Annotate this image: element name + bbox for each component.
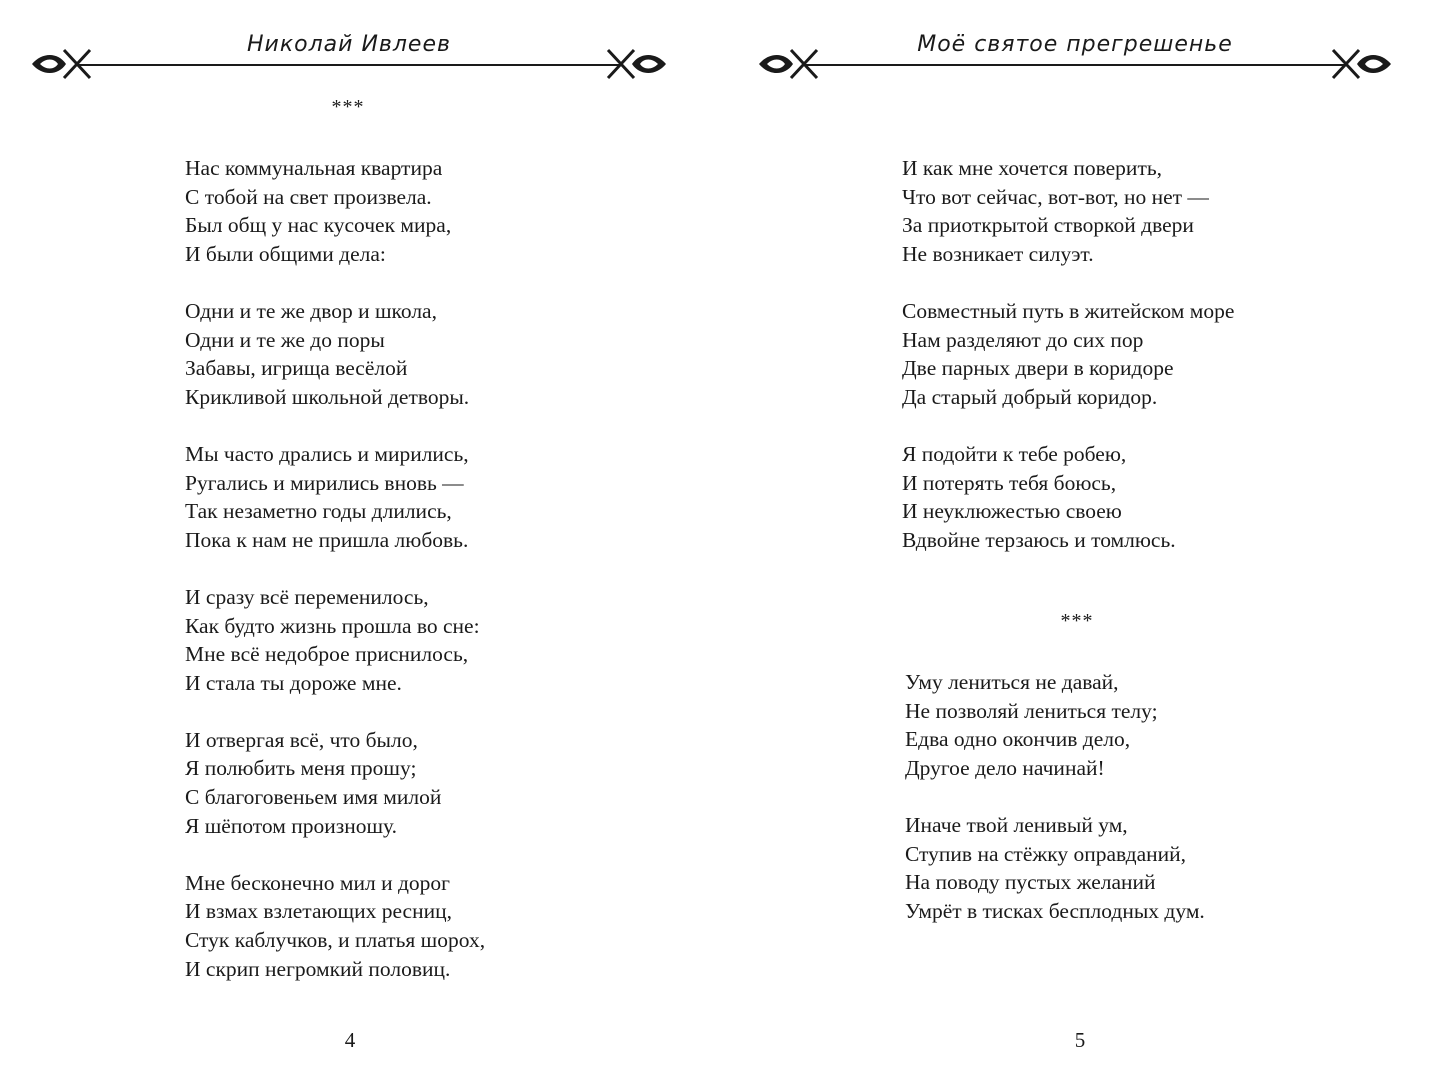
verse-line: И были общими дела: <box>185 241 386 266</box>
verse-line: И как мне хочется поверить, <box>902 156 1163 180</box>
verse-line: И неуклюжестью своею <box>902 499 1122 524</box>
poem-left <box>185 154 485 1012</box>
verse-line: Мы часто дрались и мирились, <box>185 441 469 466</box>
verse-line: И потерять тебя боюсь, <box>902 470 1117 495</box>
verse-line: Не позволяй лениться телу; <box>905 698 1158 723</box>
verse-line: Ругались и мирились вновь — <box>185 470 464 495</box>
verse-line: Иначе твой ленивый ум, <box>905 812 1128 837</box>
verse-line: Нас коммунальная квартира <box>185 156 443 180</box>
poem-right-bottom <box>905 668 1205 954</box>
verse-line: Едва одно окончив дело, <box>905 727 1131 752</box>
stanza <box>905 668 1205 782</box>
left-header <box>28 30 670 90</box>
poem-right-top <box>902 154 1234 583</box>
stanza <box>185 297 485 411</box>
stanza <box>902 154 1234 268</box>
stanza <box>905 811 1205 925</box>
verse-line: Так незаметно годы длились, <box>185 499 452 524</box>
verse-line: И взмах взлетающих ресниц, <box>185 899 452 924</box>
verse-line: Я подойти к тебе робею, <box>902 441 1127 466</box>
page-number: 5 <box>1074 1028 1086 1052</box>
verse-line: Совместный путь в житейском море <box>902 298 1235 323</box>
running-head: Николай Ивлеев <box>247 32 451 57</box>
verse-line: На поводу пустых желаний <box>905 870 1156 895</box>
verse-line: С благоговеньем имя милой <box>185 785 442 810</box>
leaf-knot-ornament-icon <box>1331 44 1395 84</box>
stanza <box>185 583 485 697</box>
stanza <box>185 869 485 983</box>
section-stars: *** <box>1060 610 1094 632</box>
verse-line: Не возникает силуэт. <box>902 241 1094 266</box>
section-stars: *** <box>331 96 365 118</box>
verse-line: Одни и те же до поры <box>185 327 385 352</box>
stanza <box>902 297 1234 411</box>
verse-line: Как будто жизнь прошла во сне: <box>185 613 480 638</box>
verse-line: Вдвойне терзаюсь и томлюсь. <box>902 527 1176 552</box>
verse-line: Ступив на стёжку оправданий, <box>905 841 1187 866</box>
stanza <box>185 726 485 840</box>
verse-line: Я шёпотом произношу. <box>185 813 398 838</box>
stanza <box>185 154 485 268</box>
header-rule <box>805 64 1345 66</box>
stanza <box>902 440 1234 554</box>
verse-line: С тобой на свет произвела. <box>185 184 432 209</box>
verse-line: Что вот сейчас, вот-вот, но нет — <box>902 184 1209 209</box>
verse-line: Мне всё недоброе приснилось, <box>185 642 469 667</box>
verse-line: Другое дело начинай! <box>905 755 1105 780</box>
verse-line: Забавы, игрища весёлой <box>185 356 408 381</box>
verse-line: За приоткрытой створкой двери <box>902 213 1194 238</box>
right-header <box>755 30 1395 90</box>
verse-line: Да старый добрый коридор. <box>902 384 1158 409</box>
verse-line: Две парных двери в коридоре <box>902 356 1174 381</box>
stanza <box>185 440 485 554</box>
verse-line: Крикливой школьной детворы. <box>185 384 470 409</box>
verse-line: Я полюбить меня прошу; <box>185 756 417 781</box>
verse-line: Одни и те же двор и школа, <box>185 298 437 323</box>
verse-line: Мне бесконечно мил и дорог <box>185 870 450 895</box>
verse-line: Уму лениться не давай, <box>905 670 1119 694</box>
verse-line: И отвергая всё, что было, <box>185 727 418 752</box>
verse-line: И скрип негромкий половиц. <box>185 956 451 981</box>
verse-line: Пока к нам не пришла любовь. <box>185 527 469 552</box>
right-page <box>715 0 1430 1080</box>
verse-line: Был общ у нас кусочек мира, <box>185 213 452 238</box>
verse-line: И сразу всё переменилось, <box>185 584 429 609</box>
header-rule <box>78 64 620 66</box>
leaf-knot-ornament-icon <box>606 44 670 84</box>
verse-line: И стала ты дороже мне. <box>185 670 402 695</box>
page-number: 4 <box>344 1028 356 1052</box>
verse-line: Умрёт в тисках бесплодных дум. <box>905 898 1205 923</box>
verse-line: Нам разделяют до сих пор <box>902 327 1144 352</box>
verse-line: Стук каблучков, и платья шорох, <box>185 928 486 953</box>
running-head: Моё святое прегрешенье <box>917 32 1233 57</box>
